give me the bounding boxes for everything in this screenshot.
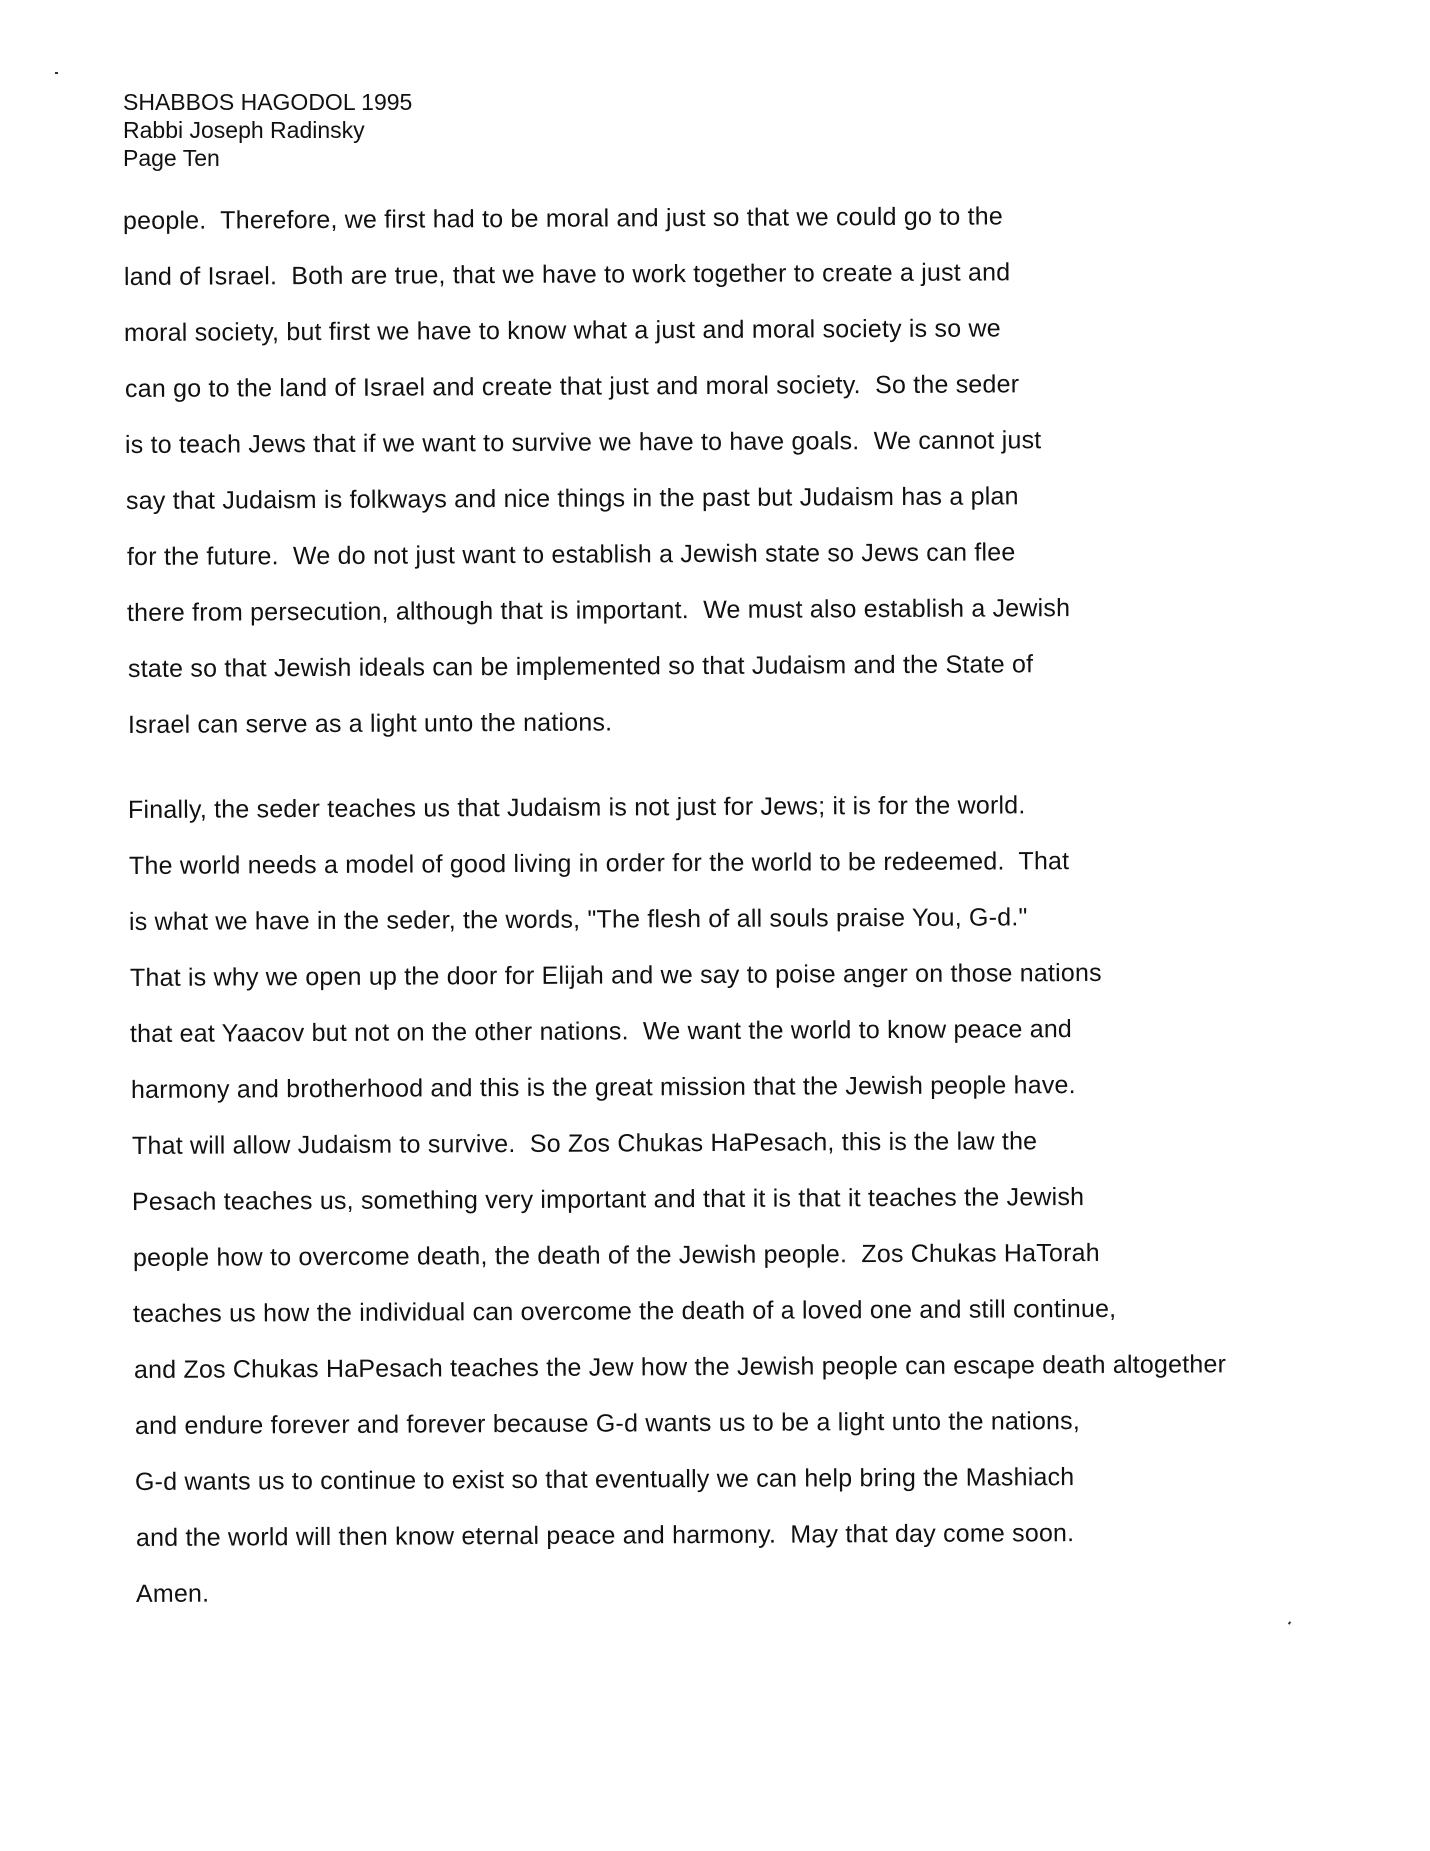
text-line: teaches us how the individual can overcome the death of a loved one and still continue,: [133, 1294, 1117, 1328]
text-line: The world needs a model of good living in order for the world to be redeemed. That: [128, 847, 1069, 880]
text-line: harmony and brotherhood and this is the great mission that the Jewish people have.: [130, 1071, 1076, 1104]
text-line: Israel can serve as a light unto the nations.: [128, 708, 613, 739]
scan-speck: [1288, 1621, 1291, 1625]
text-line: that eat Yaacov but not on the other nations. We want the world to know peace and: [130, 1015, 1073, 1048]
scan-speck: [55, 72, 58, 74]
text-line: Pesach teaches us, something very important and that it is that it teaches the Jewish: [132, 1183, 1085, 1216]
document-author: Rabbi Joseph Radinsky: [123, 117, 365, 143]
document-header: [123, 88, 412, 172]
text-line: land of Israel. Both are true, that we have to work together to create a just and: [123, 258, 1011, 291]
text-line: and endure forever and forever because G-d wants us to be a light unto the nations,: [134, 1407, 1080, 1440]
text-line: there from persecution, although that is important. We must also establish a Jewish: [127, 594, 1071, 627]
text-line: and Zos Chukas HaPesach teaches the Jew how the Jewish people can escape death altogether: [133, 1350, 1227, 1384]
text-line: people. Therefore, we first had to be moral and just so that we could go to the: [122, 202, 1004, 235]
text-line: is what we have in the seder, the words, "The flesh of all souls praise You, G-d.": [129, 903, 1028, 936]
text-line: Amen.: [136, 1579, 210, 1608]
text-line: state so that Jewish ideals can be implemented so that Judaism and the State of: [127, 650, 1034, 683]
text-line: That will allow Judaism to survive. So Zos Chukas HaPesach, this is the law the: [131, 1127, 1037, 1160]
text-line: for the future. We do not just want to establish a Jewish state so Jews can flee: [126, 538, 1016, 571]
text-line: say that Judaism is folkways and nice things in the past but Judaism has a plan: [125, 482, 1019, 515]
text-line: is to teach Jews that if we want to survive we have to have goals. We cannot just: [125, 426, 1042, 459]
text-line: can go to the land of Israel and create that just and moral society. So the seder: [124, 370, 1020, 403]
text-line: G-d wants us to continue to exist so that eventually we can help bring the Mashiach: [135, 1463, 1075, 1496]
text-line: Finally, the seder teaches us that Judaism is not just for Jews; it is for the world.: [127, 791, 1026, 824]
text-line: people how to overcome death, the death of the Jewish people. Zos Chukas HaTorah: [132, 1238, 1100, 1272]
page-number: Page Ten: [123, 145, 220, 171]
document-title: SHABBOS HAGODOL 1995: [123, 89, 413, 115]
text-line: and the world will then know eternal peace and harmony. May that day come soon.: [135, 1519, 1075, 1552]
text-line: moral society, but first we have to know what a just and moral society is so we: [124, 314, 1002, 347]
text-line: That is why we open up the door for Elijah and we say to poise anger on those nations: [129, 958, 1102, 992]
